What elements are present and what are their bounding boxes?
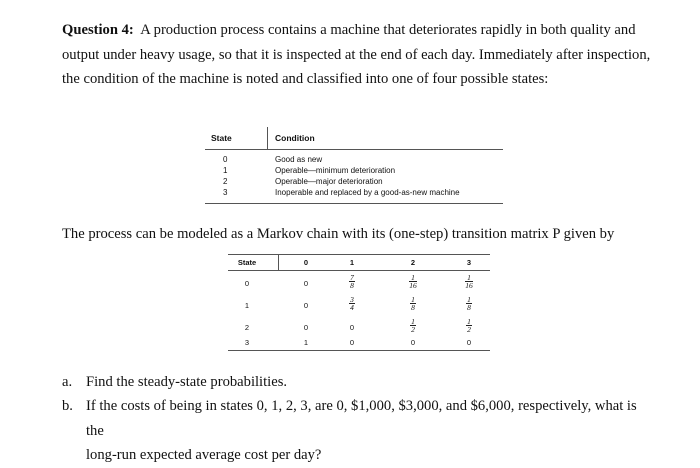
matrix-cell: [403, 318, 423, 334]
part-b-line-1: If the costs of being in states 0, 1, 2, 3, are 0, $1,000, $3,000, and $6,000, respectively, what is the: [86, 398, 637, 439]
matrix-column-header: 3: [466, 258, 472, 267]
matrix-cell: 1: [303, 338, 309, 347]
matrix-top-rule: [228, 254, 490, 255]
matrix-row-state: 3: [244, 338, 250, 347]
matrix-cell: [459, 274, 479, 290]
condition-value: Inoperable and replaced by a good-as-new machine: [275, 188, 460, 197]
state-table-row: [205, 177, 503, 188]
fraction-numerator: 3: [350, 295, 354, 304]
question-label: Question 4:: [62, 22, 134, 38]
fraction: [409, 274, 417, 289]
matrix-cell: 0: [303, 301, 309, 310]
matrix-column-header: 2: [410, 258, 416, 267]
matrix-cell: [342, 274, 362, 290]
condition-value: Operable—minimum deterioration: [275, 166, 396, 175]
matrix-cell: [459, 296, 479, 312]
fraction: [466, 318, 472, 333]
matrix-cell: 0: [303, 323, 309, 332]
matrix-cell: 0: [303, 279, 309, 288]
fraction-numerator: 1: [467, 295, 471, 304]
transition-matrix-table: [228, 254, 490, 351]
matrix-cell: [342, 296, 362, 312]
state-value: 2: [223, 177, 228, 186]
part-b-text: [86, 394, 656, 468]
condition-value: Operable—major deterioration: [275, 177, 383, 186]
fraction: [466, 296, 472, 311]
fraction-numerator: 1: [411, 295, 415, 304]
matrix-header-divider: [278, 254, 279, 270]
state-condition-table: [205, 127, 503, 199]
fraction: [410, 296, 416, 311]
matrix-column-header: 0: [303, 258, 309, 267]
fraction: [410, 318, 416, 333]
matrix-cell: 0: [349, 338, 355, 347]
fraction-denominator: 8: [467, 303, 471, 312]
condition-value: Good as new: [275, 155, 323, 164]
fraction-denominator: 2: [411, 325, 415, 334]
fraction-numerator: 1: [467, 273, 471, 282]
fraction-denominator: 8: [411, 303, 415, 312]
state-column-header: State: [211, 133, 232, 143]
question-line-1: [62, 18, 657, 43]
state-table-row: [205, 155, 503, 166]
matrix-cell: 0: [466, 338, 472, 347]
fraction: [349, 274, 355, 289]
state-value: 1: [223, 166, 228, 175]
question-line-3: the condition of the machine is noted and classified into one of four possible states:: [62, 71, 549, 87]
matrix-header-rule: [228, 270, 490, 271]
fraction-numerator: 1: [467, 317, 471, 326]
part-b-label: b.: [62, 398, 73, 414]
question-line-2: output under heavy usage, so that it is inspected at the end of each day. Immediately after inspection,: [62, 46, 651, 63]
matrix-cell: [459, 318, 479, 334]
fraction-denominator: 4: [350, 303, 354, 312]
question-text-1: A production process contains a machine that deteriorates rapidly in both quality and: [140, 22, 636, 38]
state-table-bottom-rule: [205, 203, 503, 204]
matrix-cell: 0: [349, 323, 355, 332]
matrix-cell: [403, 296, 423, 312]
fraction: [349, 296, 355, 311]
matrix-row-state: 1: [244, 301, 250, 310]
state-table-row: [205, 188, 503, 199]
matrix-row-state: 0: [244, 279, 250, 288]
part-a-text: Find the steady-state probabilities.: [86, 374, 288, 390]
part-b-line-2: long-run expected average cost per day?: [86, 447, 322, 463]
fraction-denominator: 2: [467, 325, 471, 334]
question-paragraph: [62, 18, 657, 92]
condition-column-header: Condition: [275, 133, 315, 143]
state-value: 0: [223, 155, 228, 164]
state-table-row: [205, 166, 503, 177]
part-a-label: a.: [62, 374, 73, 390]
fraction-denominator: 16: [409, 281, 417, 290]
header-divider: [267, 127, 268, 149]
matrix-cell: [403, 274, 423, 290]
fraction-denominator: 8: [350, 281, 354, 290]
fraction-denominator: 16: [465, 281, 473, 290]
matrix-column-header: 1: [349, 258, 355, 267]
fraction-numerator: 1: [411, 317, 415, 326]
matrix-bottom-rule: [228, 350, 490, 351]
fraction-numerator: 7: [350, 273, 354, 282]
matrix-row-state: 2: [244, 323, 250, 332]
matrix-cell: 0: [410, 338, 416, 347]
fraction-numerator: 1: [411, 273, 415, 282]
markov-sentence: The process can be modeled as a Markov chain with its (one-step) transition matrix P given by: [62, 226, 615, 242]
matrix-state-header: State: [237, 258, 257, 267]
fraction: [465, 274, 473, 289]
state-value: 3: [223, 188, 228, 197]
state-table-header: [205, 127, 503, 150]
